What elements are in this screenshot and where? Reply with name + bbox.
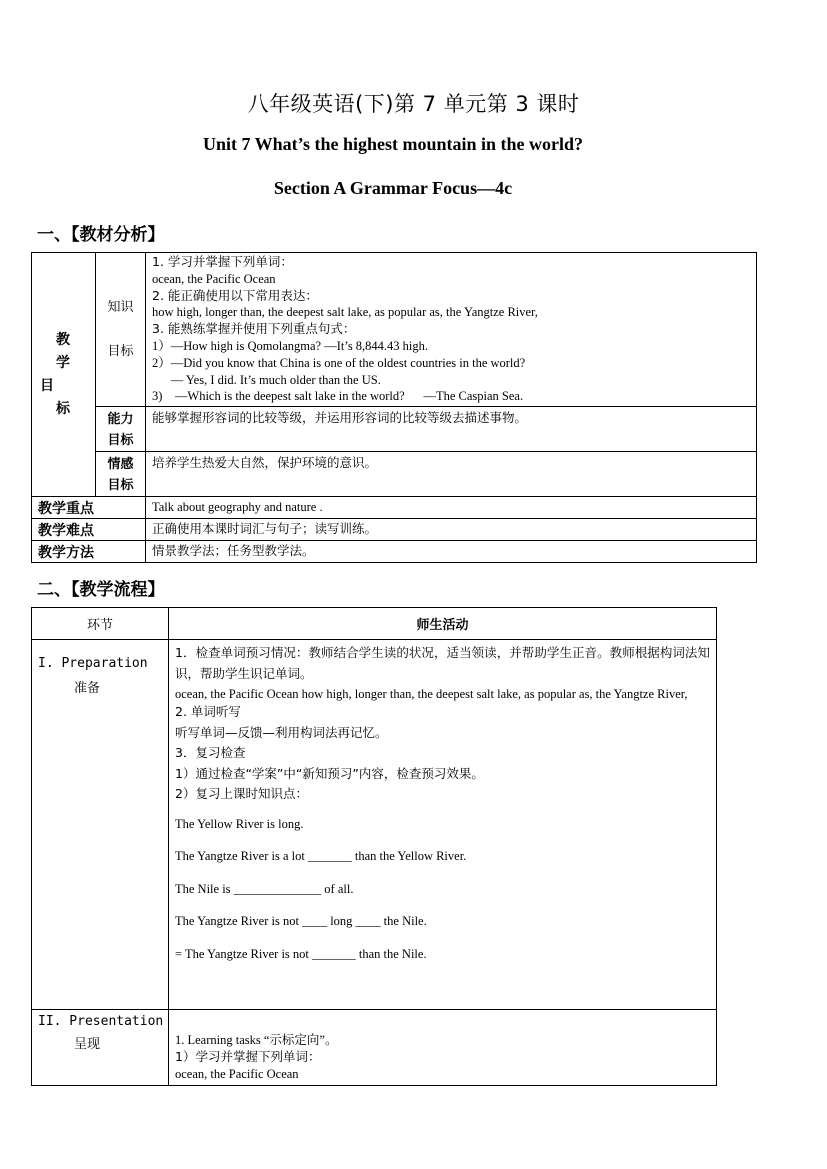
ability-content (146, 407, 757, 452)
step2-line: 1. Learning tasks “示标定向”。 (175, 1033, 338, 1047)
step2-name-en: II. Presentation (38, 1014, 164, 1029)
step1-line: ocean, the Pacific Ocean how high, longer than, the deepest salt lake, as popular as, the Yangtze River, (175, 687, 688, 701)
ability-text: 能够掌握形容词的比较等级，并运用形容词的比较等级去描述事物。 (152, 410, 528, 426)
step1-label (32, 640, 169, 1010)
emotion-label-2: 目标 (107, 478, 134, 494)
step1-line: 2）复习上课时知识点： (175, 786, 308, 801)
knowledge-line: ocean, the Pacific Ocean (152, 271, 276, 286)
knowledge-line: 3. 能熟练掌握并使用下列重点句式： (152, 321, 356, 337)
goal-char-4: 标 (56, 400, 70, 417)
col-header-step: 环节 (32, 608, 169, 640)
knowledge-line: 1. 学习并掌握下列单词： (152, 254, 293, 269)
process-table (31, 607, 717, 1086)
col-header-activity: 师生活动 (169, 608, 717, 640)
step1-line: 1）通过检查“学案”中“新知预习”内容，检查预习效果。 (175, 765, 484, 781)
difficulties-label: 教学难点 (32, 519, 146, 541)
step1-line: 3．复习检查 (175, 745, 246, 760)
goal-char-1: 教 (56, 331, 70, 348)
emotion-content (146, 452, 757, 497)
methods-label: 教学方法 (32, 541, 146, 563)
knowledge-line: 3) —Which is the deepest salt lake in the world? —The Caspian Sea. (152, 389, 524, 404)
step2-line: 1）学习并掌握下列单词： (175, 1048, 321, 1064)
knowledge-label-2: 目标 (107, 343, 134, 359)
step2-content (169, 1010, 717, 1086)
knowledge-line: 1）—How high is Qomolangma? —It’s 8,844.43 high. (152, 338, 429, 353)
review-sentence: The Nile is ______________ of all. (175, 881, 354, 896)
review-sentence: = The Yangtze River is not _______ than the Nile. (175, 946, 427, 961)
section2-heading: 二、【教学流程】 (37, 580, 165, 600)
goal-char-2: 学 (56, 354, 70, 371)
knowledge-line: 2）—Did you know that China is one of the oldest countries in the world? (152, 355, 526, 370)
step2-line: ocean, the Pacific Ocean (175, 1066, 299, 1081)
difficulties-text: 正确使用本课时词汇与句子；读写训练。 (146, 519, 757, 541)
emotion-label-1: 情感 (107, 457, 134, 473)
analysis-table (31, 252, 757, 563)
knowledge-line: — Yes, I did. It’s much older than the US. (152, 372, 381, 387)
step1-content (169, 640, 717, 1010)
emotion-label (96, 452, 146, 497)
emotion-text: 培养学生热爱大自然，保护环境的意识。 (152, 455, 378, 471)
step2-label (32, 1010, 169, 1086)
step1-line: 1．检查单词预习情况：教师结合学生读的状况，适当领读，并帮助学生正音。教师根据构词法知识，帮助学生识记单词。 (175, 645, 710, 681)
key-points-text: Talk about geography and nature . (146, 497, 757, 519)
unit-title: Unit 7 What’s the highest mountain in the world? (202, 134, 584, 154)
ability-label-2: 目标 (107, 433, 134, 449)
step1-line: 2. 单词听写 (175, 704, 241, 719)
section1-heading: 一、【教材分析】 (37, 225, 165, 245)
key-points-label: 教学重点 (32, 497, 146, 519)
review-sentence: The Yellow River is long. (175, 816, 304, 831)
knowledge-label-1: 知识 (107, 299, 134, 315)
review-sentence: The Yangtze River is a lot _______ than the Yellow River. (175, 849, 467, 864)
section-title: Section A Grammar Focus—4c (273, 178, 513, 198)
knowledge-content (146, 253, 757, 407)
step1-name-en: I. Preparation (38, 656, 148, 671)
page-title-chinese: 八年级英语(下)第 7 单元第 3 课时 (247, 92, 580, 116)
goal-char-3: 目 (40, 377, 54, 394)
knowledge-line: how high, longer than, the deepest salt lake, as popular as, the Yangtze River, (152, 305, 538, 320)
knowledge-label (96, 253, 146, 407)
step2-name-cn: 呈现 (74, 1037, 101, 1052)
ability-label-1: 能力 (107, 412, 134, 428)
step1-name-cn: 准备 (74, 681, 101, 696)
methods-text: 情景教学法；任务型教学法。 (146, 541, 757, 563)
teaching-goal-label (32, 253, 96, 497)
review-sentence: The Yangtze River is not ____ long ____ the Nile. (175, 914, 427, 929)
knowledge-line: 2. 能正确使用以下常用表达： (152, 287, 318, 303)
step1-line: 听写单词—反馈—利用构词法再记忆。 (175, 724, 388, 740)
ability-label (96, 407, 146, 452)
